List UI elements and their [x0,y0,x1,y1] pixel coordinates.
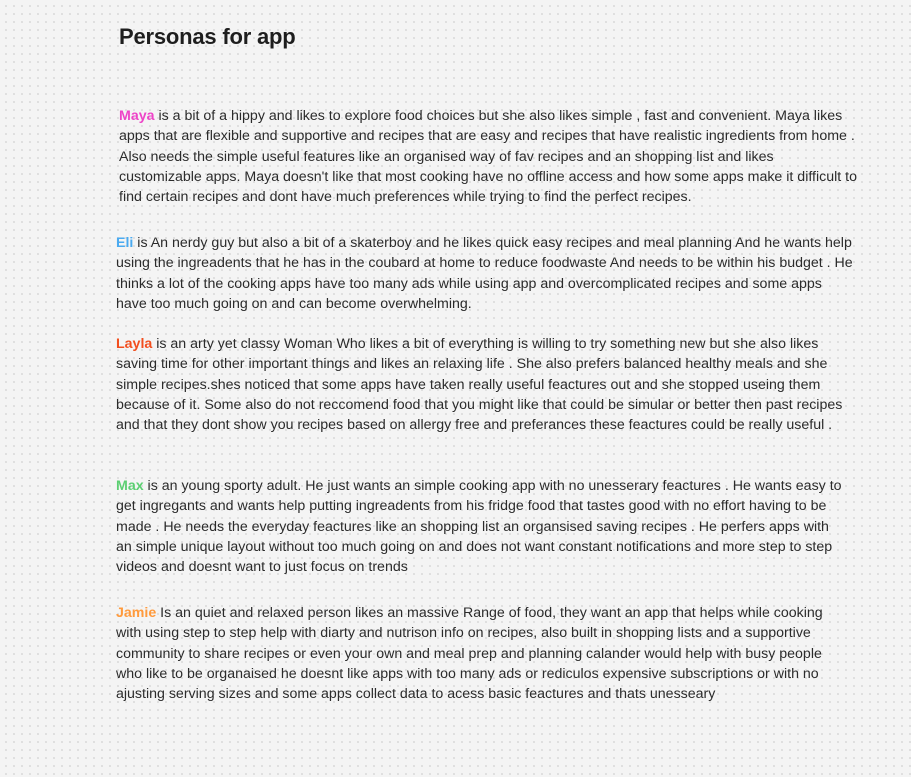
persona-description: Is an quiet and relaxed person likes an massive Range of food, they want an app that helps while cooking with using step to step help with diarty and nutrison info on recipes, also built in shopping lists and a supportive community to share recipes or even your own and meal prep and planning calander would help with busy people who like to be organaised he doesnt like apps with too many ads or rediculos expensive subscriptions or with no ajusting serving sizes and some apps collect data to acess basic feactures and thats unesseary [116,605,823,703]
persona-description: is an young sporty adult. He just wants an simple cooking app with no unesserary feactures . He wants easy to get ingregants and wants help putting ingreadents from his fridge food that tastes good with no effort having to be made . He needs the everyday feactures like an shopping list an organsised saving recipes . He perfers apps with an simple unique layout without too much going on and does not want constant notifications and more step to step videos and doesnt want to just focus on trends [116,478,842,576]
persona-name: Maya [119,108,155,124]
persona-description: is an arty yet classy Woman Who likes a bit of everything is willing to try something new but she also likes saving time for other important things and likes an relaxing life . She also prefers balanced healthy meals and she simple recipes.shes noticed that some apps have taken really useful feactures out and she stopped useing them because of it. Some also do not reccomend food that you might like that could be simular or better then past recipes and that they dont show you recipes based on allergy free and preferances these feactures could be really useful . [116,336,843,434]
persona-jamie [116,603,831,704]
persona-name: Jamie [116,605,157,621]
persona-max [116,476,846,577]
persona-description: is An nerdy guy but also a bit of a skaterboy and he likes quick easy recipes and meal planning And he wants help using the ingreadents that he has in the coubard at home to reduce foodwaste And needs to be within his budget . He thinks a lot of the cooking apps have too many ads while using app and overcomplicated recipes and some apps have too much going on and can become overwhelming. [116,235,853,312]
persona-name: Max [116,478,144,494]
persona-maya [119,106,859,207]
persona-layla [116,334,846,435]
persona-name: Layla [116,336,153,352]
persona-eli [116,233,856,314]
page-title: Personas for app [119,24,296,49]
persona-name: Eli [116,235,134,251]
persona-description: is a bit of a hippy and likes to explore food choices but she also likes simple , fast and convenient. Maya likes apps that are flexible and supportive and recipes that are easy and recipes that have realistic ingredients from home . Also needs the simple useful features like an organised way of fav recipes and an shopping list and likes customizable apps. Maya doesn't like that most cooking have no offline access and how some apps make it difficult to find certain recipes and dont have much preferences while trying to find the perfect recipes. [119,108,857,206]
